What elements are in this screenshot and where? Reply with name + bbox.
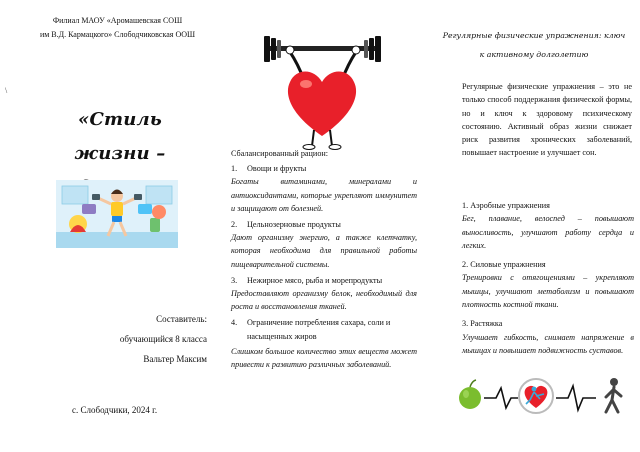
- diet-heading: Сбалансированный рацион:: [231, 149, 329, 158]
- item-description: Богаты витаминами, минералами и антиоксидантами, которые укрепляют иммунитет и защищают от болезней.: [231, 177, 417, 213]
- walking-man-icon: [606, 378, 621, 412]
- stray-mark: \: [5, 86, 8, 95]
- cover-panel: [0, 0, 213, 452]
- item-description: Предоставляют организму белок, необходимый для роста и восстановления тканей.: [231, 289, 417, 312]
- exercise-description: Тренировки с отягощениями – укрепляют мышцы, улучшают метаболизм и повышают плотность костной ткани.: [462, 273, 634, 310]
- compiler-block: Составитель: обучающийся 8 класса Вальтер Максим: [119, 314, 207, 364]
- fitness-woman-illustration: [56, 180, 178, 248]
- exercise-title: 1. Аэробные упражнения: [462, 201, 550, 210]
- list-item: 3. Нежирное мясо, рыба и морепродукты: [231, 275, 383, 285]
- heart-barbell-illustration: [260, 24, 385, 152]
- item-description: Дают организму энергию, а также клетчатку, которая необходима для правильной работы пищеварительной системы.: [231, 233, 417, 269]
- list-item: 1. Овощи и фрукты: [231, 164, 307, 174]
- health-icons-strip: [456, 372, 636, 418]
- exercise-title: 3. Растяжка: [462, 319, 503, 329]
- list-item: 2. Цельнозерновые продукты: [231, 220, 341, 230]
- pulse-line-icon: [556, 386, 596, 410]
- organization-name: Филиал МАОУ «Аромашевская СОШ им В.Д. Кармацкого» Слободчиковская ООШ: [39, 16, 196, 39]
- exercise-list: [462, 193, 634, 357]
- list-item: 4. Ограничение потребления сахара, соли и насыщенных жиров: [231, 318, 391, 341]
- balanced-diet-list: [231, 147, 417, 371]
- exercise-description: Улучшает гибкость, снимает напряжение в мышцах и повышает подвижность суставов.: [462, 332, 634, 355]
- heart-runner-icon: [519, 379, 553, 413]
- exercise-description: Бег, плавание, велоспед – повышают выносливость, улучшают работу сердца и легких.: [462, 214, 634, 250]
- exercise-title: 2. Силовые упражнения: [462, 260, 546, 270]
- exercise-intro: Регулярные физические упражнения – это не только способ поддержания физической формы, но и ключ к здоровому психическому состоянию. Активный образ жизни снижает риск развития хронических заболеваний, повышает настроение и улучшает сон.: [462, 82, 632, 158]
- city-year: с. Слободчики, 2024 г.: [72, 405, 158, 415]
- apple-icon: [459, 380, 481, 409]
- exercise-heading: Регулярные физические упражнения: ключ к активному долголетию: [442, 31, 626, 59]
- heartbeat-icon: [484, 388, 518, 408]
- diet-panel: [213, 0, 426, 452]
- exercise-panel: [426, 0, 640, 452]
- diet-conclusion: Слишком большое количество этих веществ может привести к развитию различных заболеваний.: [231, 346, 417, 370]
- brochure-title: «Стиль жизни –: [74, 109, 166, 164]
